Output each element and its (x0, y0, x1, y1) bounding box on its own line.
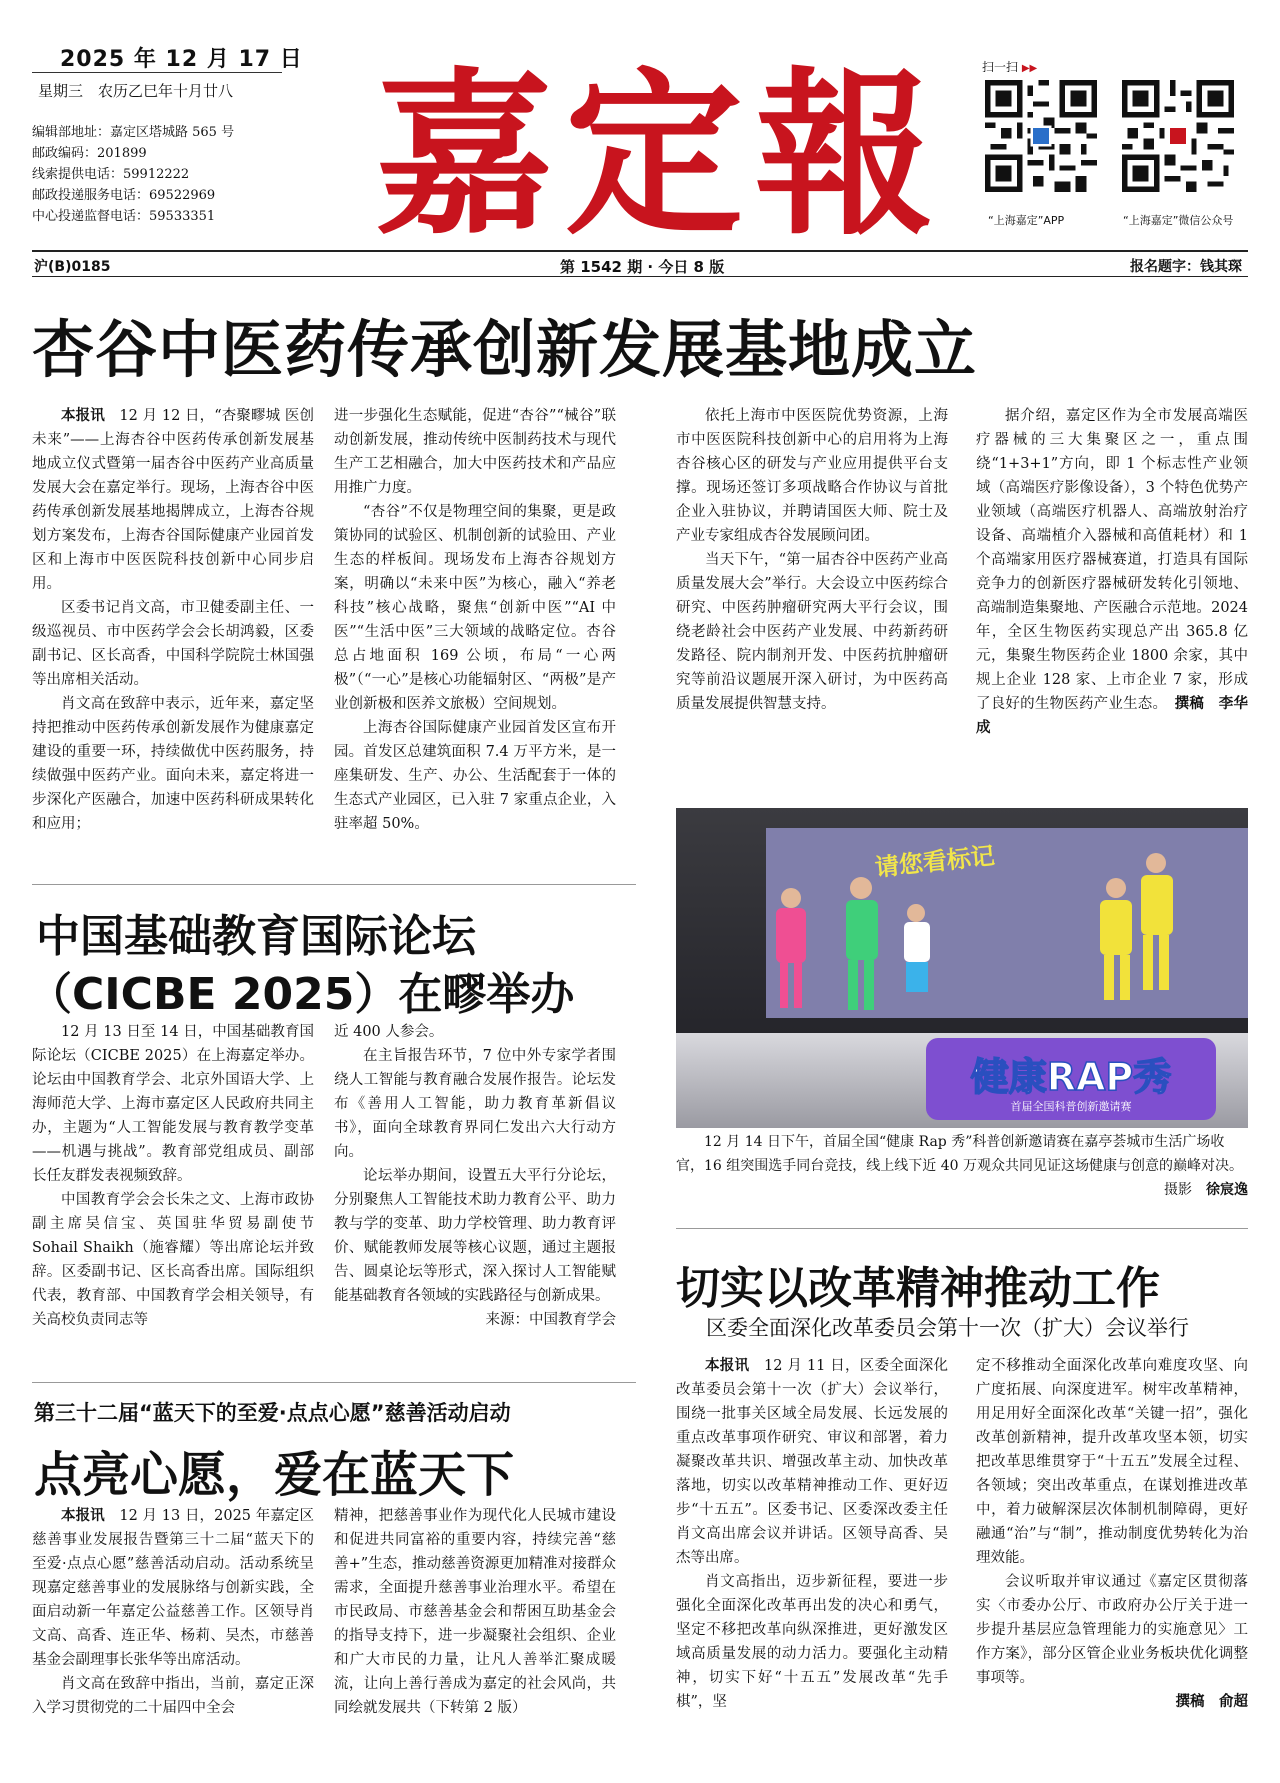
info-line: 邮政编码：201899 (32, 146, 147, 161)
reform-headline: 切实以改革精神推动工作 (676, 1263, 1160, 1314)
paragraph: 近 400 人参会。 (334, 1024, 444, 1040)
qr-code-wechat[interactable] (1122, 80, 1234, 192)
paragraph: 会议听取并审议通过《嘉定区贯彻落实〈市委办公厅、市政府办公厅关于进一步提升基层应急管理能力的实施意见〉工作方案》，部分区管企业业务板块优化调整事项等。 (976, 1574, 1248, 1686)
title-calligraphy-credit: 报名题字：钱其琛 (1130, 259, 1242, 275)
continued-note: （下转第 2 版） (421, 1700, 527, 1716)
paragraph: 肖文高指出，迈步新征程，要进一步强化全面深化改革再出发的决心和勇气，坚定不移把改革向纵深推进，更好激发区域高质量发展的动力活力。要强化主动精神，切实下好“十五五”发展改革“先手棋”，坚 (676, 1574, 948, 1710)
scan-label (982, 58, 1037, 75)
newspaper-logo (340, 22, 980, 262)
masthead-rule (32, 250, 1248, 252)
paragraph: 依托上海市中医医院优势资源，上海市中医医院科技创新中心的启用将为上海杏谷核心区的研发与产业应用提供平台支撑。现场还签订多项战略合作协议与首批企业入驻协议，并聘请国医大师、院士及产业专家组成杏谷发展顾问团。 (676, 408, 948, 544)
photo-credit-label: 摄影 (1164, 1182, 1192, 1198)
charity-headline: 点亮心愿，爱在蓝天下 (34, 1447, 515, 1503)
paragraph: 区委书记肖文高，市卫健委副主任、一级巡视员、市中医药学会会长胡鸿毅，区委副书记、区长高香，中国科学院院士林国强等出席相关活动。 (32, 600, 314, 688)
photo-banner: 请您看标记 (873, 841, 996, 882)
publication-code: 沪(B)0185 (34, 259, 111, 275)
main-article-col-3 (676, 404, 948, 716)
paragraph: 12 月 13 日至 14 日，中国基础教育国际论坛（CICBE 2025）在上海嘉定举办。论坛由中国教育学会、北京外国语大学、上海师范大学、上海市嘉定区人民政府共同主办，主题为“人工智能发展与教育教学变革——机遇与挑战”。教育部党组成员、副部长任友群发表视频致辞。 (32, 1024, 314, 1184)
caption-text: 12 月 14 日下午，首届全国“健康 Rap 秀”科普创新邀请赛在嘉亭荟城市生活广场收官，16 组突围选手同台竞技，线上线下近 40 万观众共同见证这场健康与创意的巅峰对决。 (676, 1134, 1243, 1174)
info-line: 邮政投递服务电话：69522969 (32, 188, 216, 203)
author-credit: 撰稿 俞超 (1175, 1694, 1248, 1710)
main-article-col-2 (334, 404, 616, 836)
lunar-date: 星期三 农历乙巳年十月廿八 (38, 82, 234, 100)
paragraph: 进一步强化生态赋能，促进“杏谷”“械谷”联动创新发展，推动传统中医制药技术与现代生产工艺相融合，加大中医药技术和产品应用推广力度。 (334, 408, 616, 496)
info-line: 线索提供电话：59912222 (32, 167, 190, 182)
info-line: 编辑部地址：嘉定区塔城路 565 号 (32, 125, 235, 140)
reform-subheadline: 区委全面深化改革委员会第十一次（扩大）会议举行 (706, 1316, 1189, 1340)
main-headline: 杏谷中医药传承创新发展基地成立 (32, 313, 978, 386)
logo-calligraphy: 嘉定報 (375, 50, 945, 259)
edu-headline-line1: 中国基础教育国际论坛 (36, 911, 476, 962)
section-divider (676, 1228, 1248, 1229)
edu-headline-line2: （CICBE 2025）在疁举办 (28, 969, 575, 1020)
edu-article-col-2 (334, 1020, 616, 1332)
editorial-info (32, 122, 234, 227)
paragraph: 本报讯 12 月 11 日，区委全面深化改革委员会第十一次（扩大）会议举行，围绕一批事关区域全局发展、长远发展的重点改革事项作研究、审议和部署，着力凝聚改革共识、增强改革主动、加快改革落地，切实以改革精神推动工作、更好迈步“十五五”。区委书记、区委深改委主任肖文高出席会议并讲话。区领导高香、吴杰等出席。 (676, 1358, 949, 1566)
main-article-col-1 (32, 404, 314, 836)
paragraph: 中国教育学会会长朱之文、上海市政协副主席吴信宝、英国驻华贸易副使节 Sohail Shaikh（施睿耀）等出席论坛并致辞。区委副书记、区长高香出席。国际组织代表，教育部、中国教育学会相关领导，有关高校负责同志等 (32, 1192, 314, 1328)
charity-subheadline: 第三十二届“蓝天下的至爱·点点心愿”慈善活动启动 (34, 1401, 511, 1425)
masthead-rule-bottom (32, 276, 1248, 277)
source-credit: 来源：中国教育学会 (485, 1312, 616, 1328)
rap-show-photo (676, 808, 1248, 1128)
dateline: 本报讯 (61, 1508, 105, 1524)
paragraph: 上海杏谷国际健康产业园首发区宣布开园。首发区总建筑面积 7.4 万平方米，是一座集研发、生产、办公、生活配套于一体的生态式产业园区，已入驻 7 家重点企业，入驻率超 50%。 (334, 720, 616, 832)
paragraph: 据介绍，嘉定区作为全市发展高端医疗器械的三大集聚区之一，重点围绕“1+3+1”方向，即 1 个标志性产业领域（高端医疗影像设备），3 个特色优势产业领域（高端医疗机器人、高端放射治疗设备、高端植介入器械和高值耗材）和 1 个高端家用医疗器械赛道，打造具有国际竞争力的创新医疗器械研发转化引领地、高端制造集聚地、产医融合示范地。2024 年，全区生物医药实现总产出 365.8 亿元，集聚生物医药企业 1800 余家，其中规上企业 128 家、上市企业 7 家，形成了良好的生物医药产业生态。 撰稿 李华成 (976, 408, 1249, 736)
paragraph: “杏谷”不仅是物理空间的集聚，更是政策协同的试验区、机制创新的试验田、产业生态的样板间。现场发布上海杏谷规划方案，明确以“未来中医”为核心，融入“养老科技”核心战略，聚焦“创新中医”“AI 中医”“生活中医”三大领域的战略定位。杏谷总占地面积 169 公顷，布局“一心两极”（“一心”是核心功能辐射区、“两极”是产业创新极和医养文旅极）空间规划。 (334, 504, 616, 712)
qr-caption-wechat: “上海嘉定”微信公众号 (1123, 214, 1234, 227)
qr-code-app[interactable] (985, 80, 1097, 192)
rap-show-logo-sub: 首届全国科普创新邀请赛 (1010, 1100, 1132, 1113)
qr-caption-app: “上海嘉定”APP (988, 214, 1065, 227)
paragraph: 肖文高在致辞中指出，当前，嘉定正深入学习贯彻党的二十届四中全会 (32, 1676, 314, 1716)
edu-article-col-1 (32, 1020, 314, 1332)
paragraph: 肖文高在致辞中表示，近年来，嘉定坚持把推动中医药传承创新发展作为健康嘉定建设的重要一环，持续做优中医药服务，持续做强中医药产业。面向未来，嘉定将进一步深化产医融合，加速中医药科研成果转化和应用； (32, 696, 314, 832)
main-article-col-4 (976, 404, 1248, 740)
reform-article-col-2 (976, 1354, 1248, 1714)
issue-date: 2025 年 12 月 17 日 (60, 47, 303, 72)
issue-number: 第 1542 期 · 今日 8 版 (560, 258, 725, 276)
paragraph: 本报讯 12 月 13 日，2025 年嘉定区慈善事业发展报告暨第三十二届“蓝天下的至爱·点点心愿”慈善活动启动。活动系统呈现嘉定慈善事业的发展脉络与创新实践，全面启动新一年嘉定公益慈善工作。区领导肖文高、高香、连正华、杨莉、吴杰，市慈善基金会副理事长张华等出席活动。 (32, 1508, 315, 1668)
charity-article-col-1 (32, 1504, 314, 1720)
paragraph: 精神，把慈善事业作为现代化人民城市建设和促进共同富裕的重要内容，持续完善“慈善+”生态，推动慈善资源更加精准对接群众需求，全面提升慈善事业治理水平。希望在市民政局、市慈善基金会和帮困互助基金会的指导支持下，进一步凝聚社会组织、企业和广大市民的力量，让凡人善举汇聚成暖流，让向上善行善成为嘉定的社会风尚，共同绘就发展共（下转第 2 版） (334, 1508, 616, 1716)
paragraph: 当天下午，“第一届杏谷中医药产业高质量发展大会”举行。大会设立中医药综合研究、中医药肿瘤研究两大平行会议，围绕老龄社会中医药产业发展、中药新药研发路径、院内制剂开发、中医药抗肿瘤研究等前沿议题展开深入研讨，为中医药高质量发展提供智慧支持。 (676, 552, 948, 712)
date-divider (32, 72, 282, 73)
paragraph: 定不移推动全面深化改革向难度攻坚、向广度拓展、向深度进军。树牢改革精神，用足用好全面深化改革“关键一招”，强化改革创新精神，提升改革攻坚本领，切实把改革思维贯穿于“十五五”发展全过程、各领域；突出改革重点，在谋划推进改革中，着力破解深层次体制机制障碍，更好融通“治”与“制”，推动制度优势转化为治理效能。 (976, 1358, 1248, 1566)
rap-show-logo: 健康RAP秀 (970, 1055, 1172, 1099)
scan-text: 扫一扫 (982, 60, 1019, 74)
charity-article-col-2 (334, 1504, 616, 1720)
info-line: 中心投递监督电话：59533351 (32, 209, 216, 224)
section-divider (32, 884, 636, 885)
paragraph: 本报讯 12 月 12 日，“杏聚疁城 医创未来”——上海杏谷中医药传承创新发展基地成立仪式暨第一届杏谷中医药产业高质量发展大会在嘉定举行。现场，上海杏谷中医药传承创新发展基地揭牌成立，上海杏谷规划方案发布，上海杏谷国际健康产业园首发区和上海市中医医院科技创新中心同步启用。 (32, 408, 315, 592)
author-credit: 撰稿 李华成 (976, 696, 1249, 736)
paragraph: 在主旨报告环节，7 位中外专家学者围绕人工智能与教育融合发展作报告。论坛发布《善用人工智能，助力教育革新倡议书》，面向全球教育界同仁发出六大行动方向。 (334, 1048, 616, 1160)
paragraph: 论坛举办期间，设置五大平行分论坛，分别聚焦人工智能技术助力教育公平、助力教与学的变革、助力学校管理、助力教育评价、赋能教师发展等核心议题，通过主题报告、圆桌论坛等形式，深入探讨人工智能赋能基础教育各领域的实践路径与创新成果。 (334, 1168, 616, 1304)
section-divider (32, 1382, 636, 1383)
dateline: 本报讯 (61, 408, 105, 424)
arrow-icon: ▶▶ (1021, 63, 1038, 74)
dateline: 本报讯 (705, 1358, 750, 1374)
photo-caption (676, 1130, 1248, 1202)
photo-credit-name: 徐宸逸 (1206, 1182, 1248, 1198)
reform-article-col-1 (676, 1354, 948, 1714)
photo-credit (676, 1178, 1248, 1202)
